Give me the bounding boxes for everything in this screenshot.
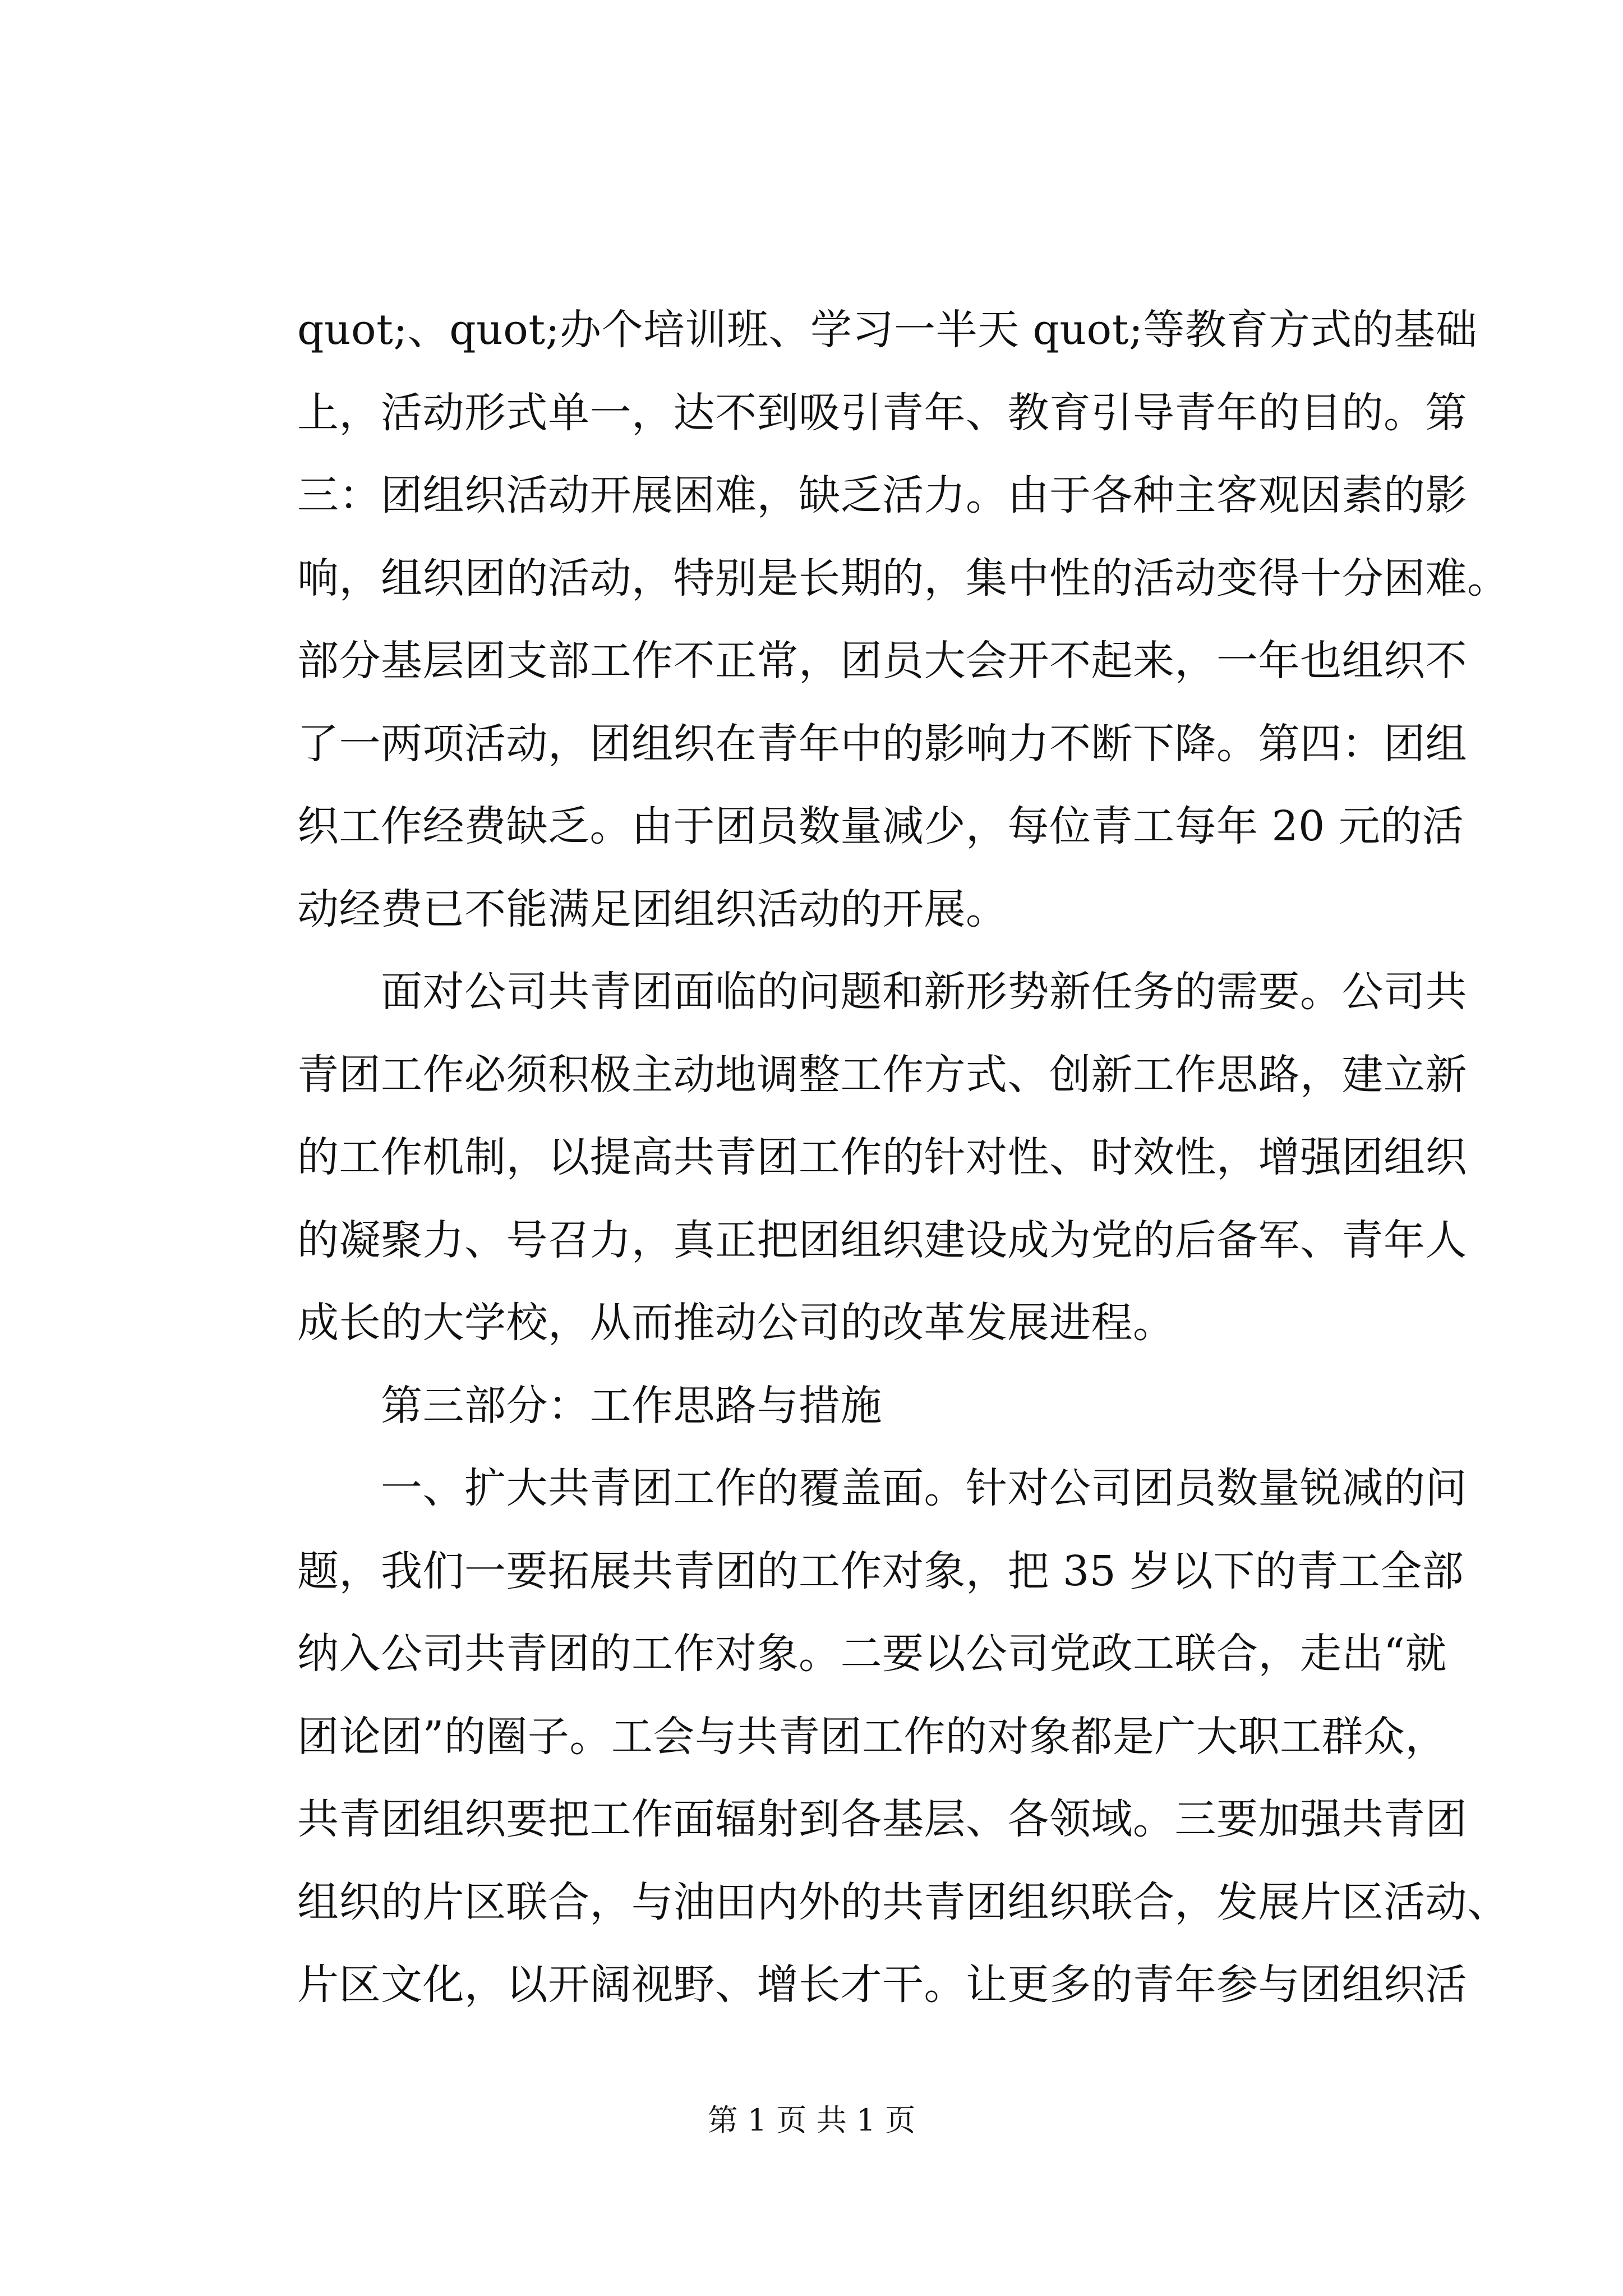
body-text [297,289,1509,2027]
text-line: 团论团”的圈子。工会与共青团工作的对象都是广大职工群众， [297,1712,1447,1761]
text-line: 的凝聚力、号召力，真正把团组织建设成为党的后备军、青年人 [297,1216,1467,1264]
text-line: 成长的大学校，从而推动公司的改革发展进程。 [297,1299,1175,1347]
text-line: 片区文化，以开阔视野、增长才干。让更多的青年参与团组织活 [297,1961,1467,2009]
text-line: 组织的片区联合，与油田内外的共青团组织联合，发展片区活动、 [297,1878,1509,1926]
text-line: 题，我们一要拓展共青团的工作对象，把 35 岁以下的青工全部 [297,1547,1464,1595]
text-line: 纳入公司共青团的工作对象。二要以公司党政工联合，走出“就 [297,1630,1447,1678]
text-line: 上，活动形式单一，达不到吸引青年、教育引导青年的目的。第 [297,388,1467,437]
text-line: 部分基层团支部工作不正常，团员大会开不起来，一年也组织不 [297,637,1467,685]
text-line: 三：团组织活动开展困难，缺乏活力。由于各种主客观因素的影 [297,471,1467,519]
text-line: quot;、quot;办个培训班、学习一半天 quot;等教育方式的基础 [297,306,1478,354]
text-line: 了一两项活动，团组织在青年中的影响力不断下降。第四：团组 [297,719,1467,768]
text-line: 共青团组织要把工作面辐射到各基层、各领域。三要加强共青团 [297,1795,1467,1843]
text-line: 织工作经费缺乏。由于团员数量减少，每位青工每年 20 元的活 [297,802,1464,850]
text-line: 动经费已不能满足团组织活动的开展。 [297,885,1008,933]
text-line: 面对公司共青团面临的问题和新形势新任务的需要。公司共 [297,968,1467,1016]
section-heading: 第三部分：工作思路与措施 [297,1381,882,1430]
text-line: 青团工作必须积极主动地调整工作方式、创新工作思路，建立新 [297,1050,1467,1099]
text-line: 的工作机制，以提高共青团工作的针对性、时效性，增强团组织 [297,1133,1467,1181]
text-line: 一、扩大共青团工作的覆盖面。针对公司团员数量锐减的问 [297,1464,1467,1512]
text-line: 响，组织团的活动，特别是长期的，集中性的活动变得十分困难。 [297,554,1509,602]
page-number-footer: 第 1 页 共 1 页 [707,2102,916,2138]
